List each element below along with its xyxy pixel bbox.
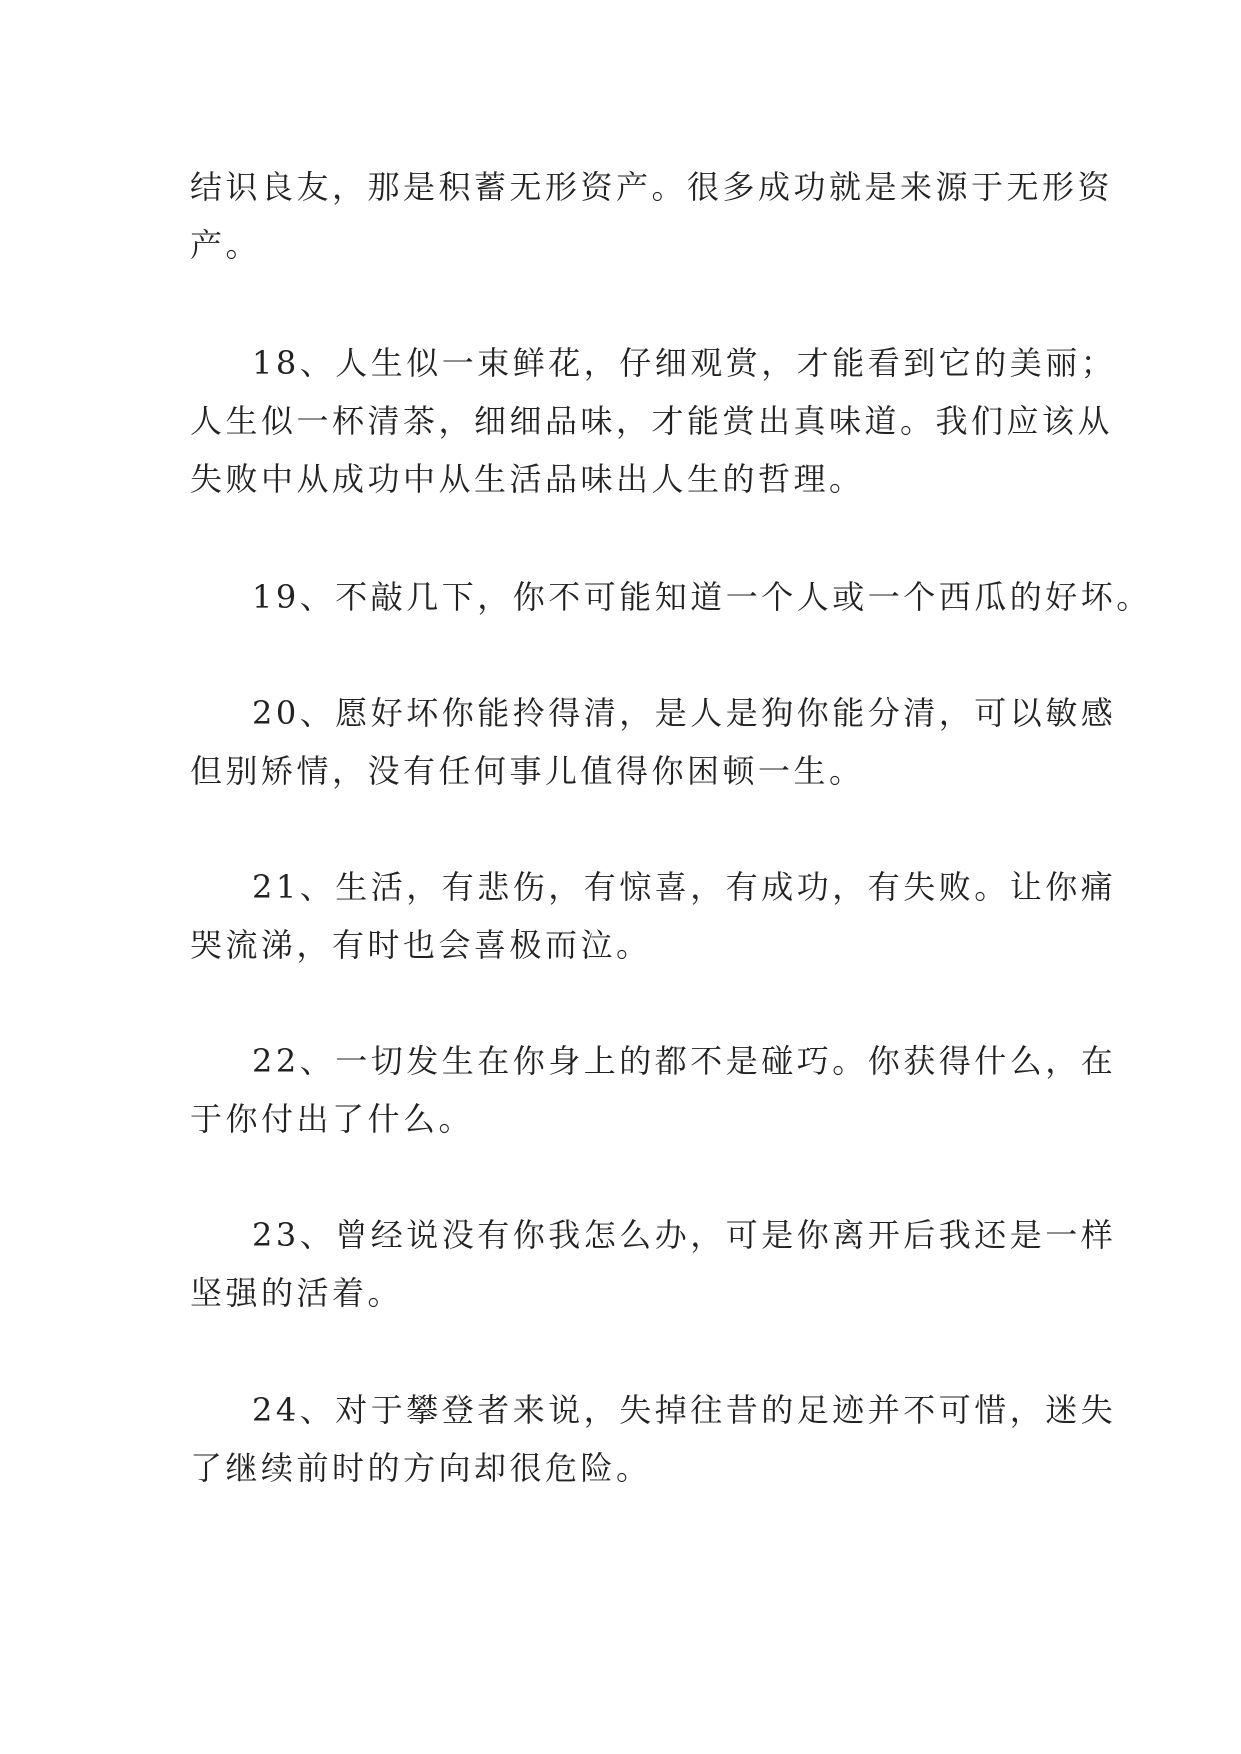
text-line: 坚强的活着。 — [190, 1274, 404, 1312]
paragraph-21 — [190, 858, 1117, 974]
paragraph-18 — [190, 334, 1117, 508]
text-line: 21、生活，有悲伤，有惊喜，有成功，有失败。让你痛 — [252, 868, 1117, 906]
text-line: 24、对于攀登者来说，失掉往昔的足迹并不可惜，迷失 — [252, 1391, 1117, 1429]
text-line: 但别矫情，没有任何事儿值得你困顿一生。 — [190, 752, 865, 790]
text-line: 了继续前时的方向却很危险。 — [190, 1449, 652, 1487]
text-line: 18、人生似一束鲜花，仔细观赏，才能看到它的美丽； — [252, 344, 1117, 382]
text-line: 23、曾经说没有你我怎么办，可是你离开后我还是一样 — [252, 1216, 1117, 1254]
text-line: 人生似一杯清茶，细细品味，才能赏出真味道。我们应该从 — [190, 402, 1114, 440]
text-line: 失败中从成功中从生活品味出人生的哲理。 — [190, 460, 865, 498]
text-line: 哭流涕，有时也会喜极而泣。 — [190, 926, 652, 964]
text-line: 22、一切发生在你身上的都不是碰巧。你获得什么，在 — [252, 1042, 1117, 1080]
paragraph-17-continued — [190, 158, 1114, 274]
text-line: 结识良友，那是积蓄无形资产。很多成功就是来源于无形资 — [190, 168, 1114, 206]
paragraph-22 — [190, 1032, 1117, 1148]
text-line: 19、不敲几下，你不可能知道一个人或一个西瓜的好坏。 — [252, 578, 1152, 616]
paragraph-24 — [190, 1381, 1117, 1497]
paragraph-20 — [190, 684, 1117, 800]
text-line: 20、愿好坏你能拎得清，是人是狗你能分清，可以敏感 — [252, 694, 1117, 732]
paragraph-23 — [190, 1206, 1117, 1322]
text-line: 于你付出了什么。 — [190, 1100, 475, 1138]
paragraph-19 — [190, 568, 1152, 626]
text-line: 产。 — [190, 226, 262, 264]
